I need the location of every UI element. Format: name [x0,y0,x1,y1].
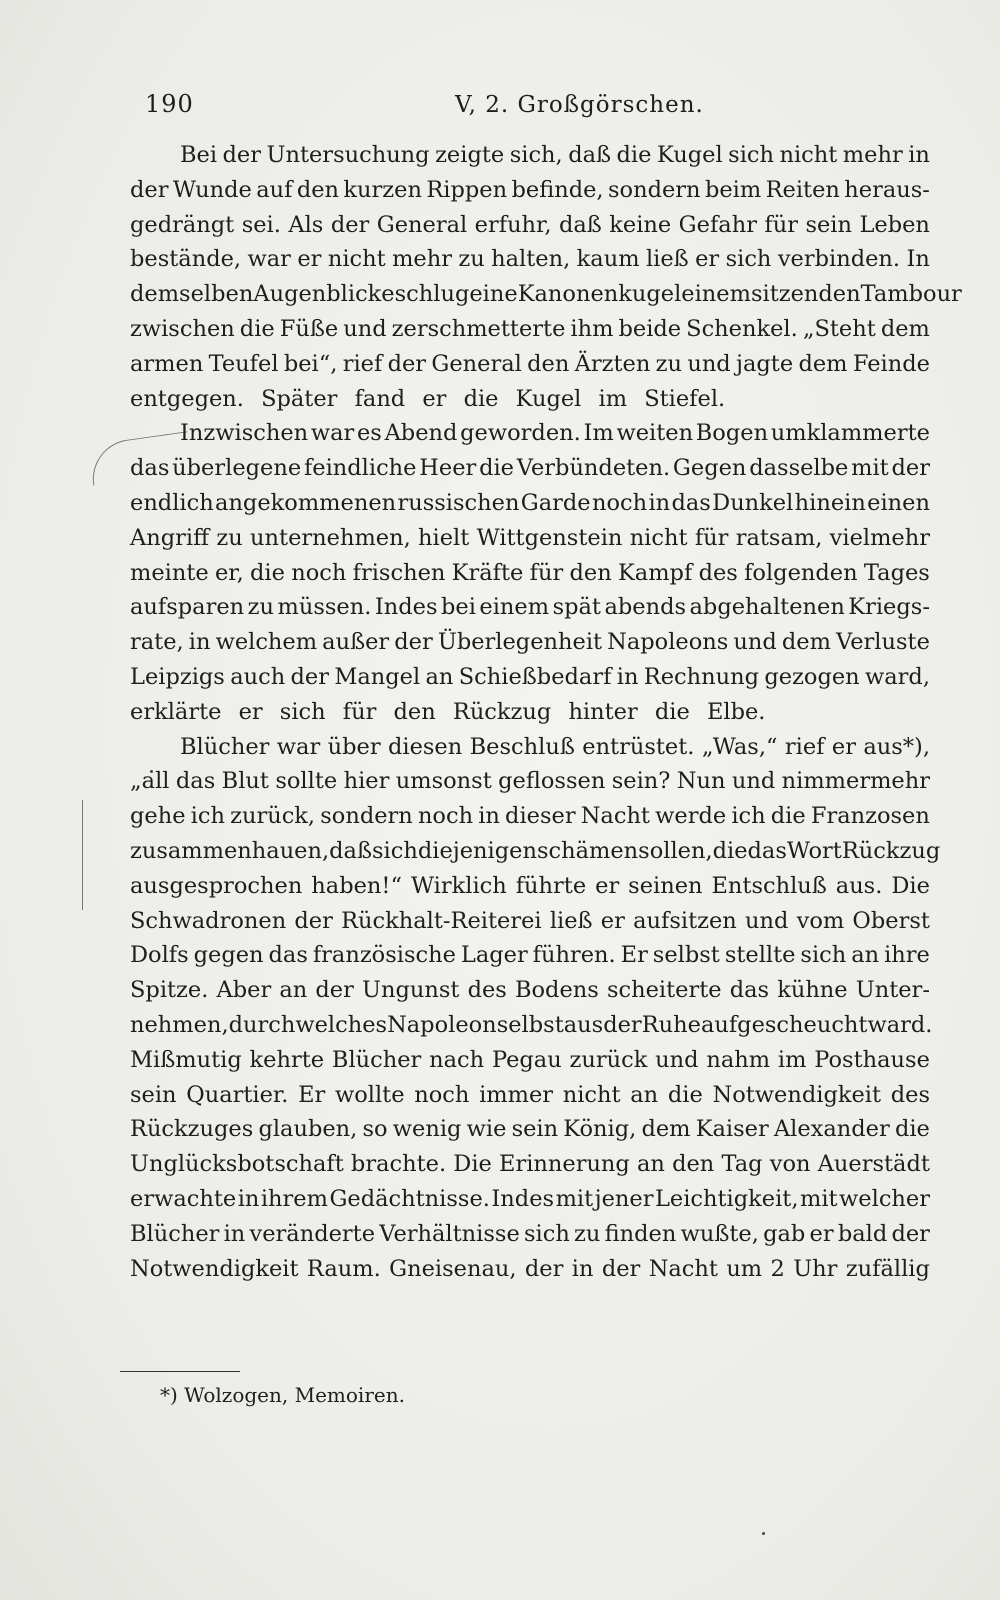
text-line: nehmen, durch welches Napoleon selbst aus der Ruhe aufgescheucht ward. [130,1011,933,1038]
text-line: zusammenhauen, daß sich diejenigen schämen sollen, die das Wort Rückzug [130,837,941,864]
page-number: 190 [145,90,194,118]
text-line: armen Teufel bei“, rief der General den Ärzten zu und jagte dem Feinde [130,350,930,377]
text-line: Angriff zu unternehmen, hielt Wittgenstein nicht für ratsam, vielmehr [130,524,930,551]
text-line: erklärte er sich für den Rückzug hinter die Elbe. [130,698,766,725]
text-line: „all das Blut sollte hier umsonst geflossen sein? Nun und nimmermehr [130,768,930,795]
text-line: Blücher war über diesen Beschluß entrüstet. „Was,“ rief er aus*), [180,733,930,760]
text-line: Inzwischen war es Abend geworden. Im weiten Bogen umklammerte [180,420,930,447]
text-line: Schwadronen der Rückhalt-Reiterei ließ er aufsitzen und vom Oberst [130,907,930,934]
text-line: aufsparen zu müssen. Indes bei einem spät abends abgehaltenen Kriegs- [130,594,930,621]
text-line: meinte er, die noch frischen Kräfte für den Kampf des folgenden Tages [130,559,930,586]
page-header [145,90,935,130]
text-line: rate, in welchem außer der Überlegenheit Napoleons und dem Verluste [130,629,930,656]
text-line: das überlegene feindliche Heer die Verbündeten. Gegen dasselbe mit der [130,455,930,482]
ink-speck [762,1532,765,1535]
text-line: ausgesprochen haben!“ Wirklich führte er seinen Entschluß aus. Die [130,872,930,899]
text-line: gedrängt sei. Als der General erfuhr, daß keine Gefahr für sein Leben [130,211,930,238]
text-line: gehe ich zurück, sondern noch in dieser Nacht werde ich die Franzosen [130,803,930,830]
text-line: Bei der Untersuchung zeigte sich, daß die Kugel sich nicht mehr in [180,142,930,168]
text-line: zwischen die Füße und zerschmetterte ihm beide Schenkel. „Steht dem [130,315,930,342]
text-line: Notwendigkeit Raum. Gneisenau, der in der Nacht um 2 Uhr zufällig [130,1255,930,1282]
footnote: *) Wolzogen, Memoiren. [160,1383,405,1407]
running-head: V, 2. Großgörschen. [455,92,704,118]
text-line: endlich angekommenen russischen Garde noch in das Dunkel hinein einen [130,489,930,516]
text-line: Blücher in veränderte Verhältnisse sich zu finden wußte, gab er bald der [130,1220,930,1247]
text-line: Leipzigs auch der Mangel an Schießbedarf in Rechnung gezogen ward, [130,663,930,690]
pencil-mark [82,800,89,910]
text-line: entgegen. Später fand er die Kugel im Stiefel. [130,385,726,412]
text-line: bestände, war er nicht mehr zu halten, kaum ließ er sich verbinden. In [130,246,930,273]
text-line: Mißmutig kehrte Blücher nach Pegau zurück und nahm im Posthause [130,1046,930,1073]
text-line: Rückzuges glauben, so wenig wie sein König, dem Kaiser Alexander die [130,1116,930,1143]
text-line: sein Quartier. Er wollte noch immer nicht an die Notwendigkeit des [130,1081,930,1108]
text-line: Spitze. Aber an der Ungunst des Bodens scheiterte das kühne Unter- [130,977,930,1004]
text-line: Unglücksbotschaft brachte. Die Erinnerung an den Tag von Auerstädt [130,1151,930,1178]
text-line: demselben Augenblicke schlug eine Kanonenkugel einem sitzenden Tambour [130,281,962,308]
text-line: erwachte in ihrem Gedächtnisse. Indes mit jener Leichtigkeit, mit welcher [130,1185,930,1212]
text-line: der Wunde auf den kurzen Rippen befinde, sondern beim Reiten heraus- [130,176,930,203]
footnote-rule [120,1371,240,1372]
body-text [130,138,962,1286]
text-line: Dolfs gegen das französische Lager führen. Er selbst stellte sich an ihre [130,942,930,969]
